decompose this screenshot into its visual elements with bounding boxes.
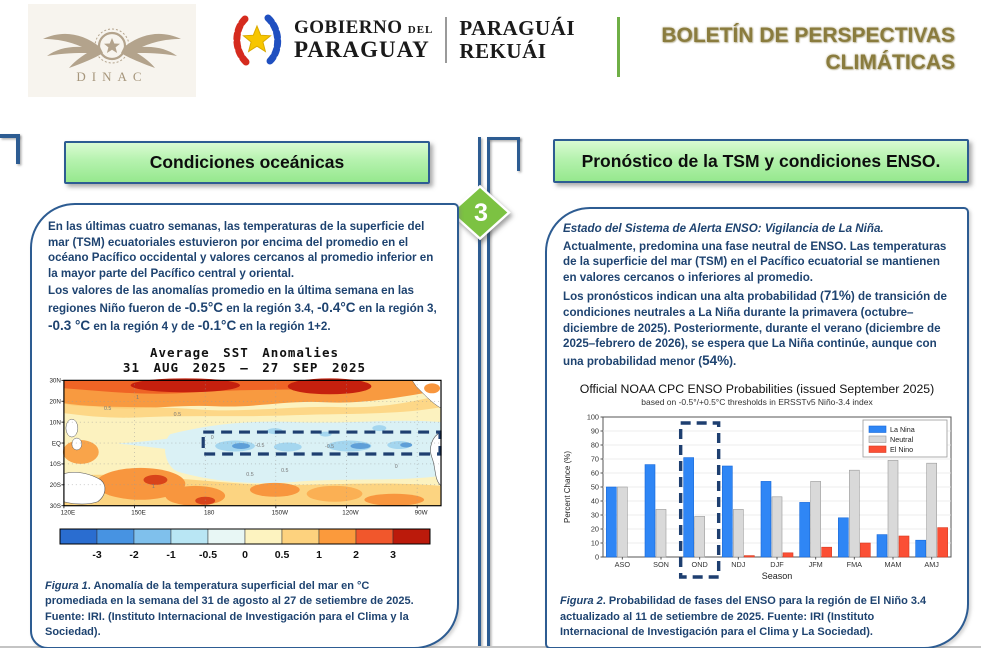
svg-text:30N: 30N [48,377,61,385]
enso-paragraph [563,221,953,370]
svg-text:0.5: 0.5 [103,406,111,413]
ocean-paragraph-2: Los valores de las anomalías promedio en la última semana en las regiones Niño fueron de -0.5°C en la región 3.4, -0.4°C en la región 3, -0.3 °C en la región 4 y de -0.1°C en la región 1+2. [48,284,437,333]
svg-text:La Nina: La Nina [890,424,915,434]
svg-text:120W: 120W [341,509,359,517]
svg-text:20S: 20S [49,482,61,490]
right-section-title-text: Pronóstico de la TSM y condiciones ENSO. [581,150,941,171]
svg-text:80: 80 [590,440,599,450]
middle-bracket-horizontal [487,137,520,140]
oceanic-conditions-paragraph [48,219,443,335]
svg-text:-3: -3 [91,549,102,562]
page-number-text: 3 [473,199,488,228]
svg-text:0: 0 [210,435,214,442]
middle-bracket-vertical [517,137,520,171]
gov-line1: GOBIERNO [294,17,403,38]
map-title: Average SST Anomalies 31 AUG 2025 – 27 SEP 2025 [122,344,367,376]
gov-text [294,17,575,63]
svg-text:20: 20 [590,524,599,534]
svg-text:10N: 10N [48,419,61,427]
svg-text:90W: 90W [414,509,428,517]
svg-text:Neutral: Neutral [890,434,914,444]
svg-text:-0.5: -0.5 [324,444,334,451]
enso-probability-chart [559,407,955,585]
enso-probability-figure [547,382,967,590]
svg-text:0: 0 [594,552,599,562]
left-section-title-text: Condiciones oceánicas [149,152,345,172]
svg-text:0: 0 [241,549,248,562]
chart-title: Official NOAA CPC ENSO Probabilities (issued September 2025) [579,381,935,396]
svg-text:0.5: 0.5 [173,412,181,419]
left-bracket-vertical [16,134,20,164]
anomaly-value-nino34: -0.5°C [184,299,223,315]
svg-text:JFM: JFM [808,559,823,569]
dinac-logo [28,4,196,97]
svg-text:NDJ: NDJ [731,559,746,569]
dinac-label: DINAC [76,68,148,84]
svg-text:AMJ: AMJ [924,559,939,569]
svg-text:40: 40 [590,496,599,506]
svg-text:OND: OND [691,559,708,569]
left-section-title [64,141,430,184]
bulletin-title-line1: BOLETÍN DE PERSPECTIVAS [661,24,955,47]
svg-text:0.5: 0.5 [274,549,289,562]
probability-71: 71% [823,288,851,304]
sst-colorbar [54,527,436,561]
svg-text:30S: 30S [49,503,61,511]
right-section-title [553,139,969,183]
header-green-divider [617,17,620,77]
anomaly-value-nino12: -0.1°C [197,317,237,333]
svg-text:SON: SON [653,559,669,569]
enso-paragraph-2: Los pronósticos indican una alta probabilidad (71%) de transición de condiciones neutrales a La Niña durante la primavera (octubre–diciembre de 2025). Posteriormente, durante el verano (diciembre de 2025–febrero de 2026), se espera que La Niña continúe, aunque con una probabilidad menor (54%). [563,288,947,368]
svg-text:2: 2 [352,549,359,562]
svg-text:150W: 150W [271,509,288,517]
figure1-caption: Figura 1. Anomalía de la temperatura superficial del mar en °C promediada en la semana del 31 de agosto al 27 de setiembre de 2025. Fuente: IRI. (Instituto Internacional de Investigación para el Clima y la Sociedad). [45,580,414,638]
dinac-wings-icon [37,17,187,75]
gov-title-guarani [459,17,575,63]
svg-text:150E: 150E [130,509,146,517]
anomaly-value-nino3: -0.4°C [317,299,356,315]
svg-text:120E: 120E [60,509,75,517]
probability-54: 54% [702,352,730,368]
enso-paragraph-1: Actualmente, predomina una fase neutral de ENSO. Las temperaturas de la superficie del mar (TSM) en el Pacífico ecuatorial se mantienen en valores cercanos o inferiores al promedio. [563,239,947,284]
svg-text:FMA: FMA [846,559,863,569]
gov-emblem-icon [230,12,284,68]
svg-text:10: 10 [590,538,599,548]
svg-text:MAM: MAM [884,559,902,569]
svg-text:EQ: EQ [51,440,61,448]
svg-text:1: 1 [315,549,322,562]
ocean-paragraph-1: En las últimas cuatro semanas, las temperaturas de la superficie del mar (TSM) ecuatoriales estuvieron por encima del promedio en el océano Pacífico occidental y valores cercanos al promedio inferior en la mayor parte del Pacífico central y oriental. [48,220,434,280]
svg-text:DJF: DJF [770,559,784,569]
svg-text:1: 1 [151,483,155,490]
bulletin-title-line2: CLIMÁTICAS [825,51,955,75]
svg-text:Season: Season [761,570,793,581]
svg-text:50: 50 [590,482,599,492]
gov-line2: PARAGUAY [294,37,430,62]
svg-text:-2: -2 [128,549,139,562]
gov-divider [445,17,447,63]
svg-text:0: 0 [394,463,398,470]
gov-title-spanish [294,17,433,63]
svg-text:El Nino: El Nino [890,444,914,454]
svg-text:-0.5: -0.5 [254,443,264,450]
gov-gn1: PARAGUÁI [459,15,576,40]
anomaly-value-nino4: -0.3 °C [48,317,91,333]
svg-text:30: 30 [590,510,599,520]
svg-text:90: 90 [590,426,599,436]
svg-text:60: 60 [590,468,599,478]
svg-text:0.5: 0.5 [245,471,254,478]
gov-del: DEL [407,24,434,36]
enso-alert-status-line: Estado del Sistema de Alerta ENSO: Vigilancia de La Niña. [563,222,884,235]
figure2-caption: Figura 2. Probabilidad de fases del ENSO para la región de El Niño 3.4 actualizado al 11 de setiembre de 2025. Fuente: IRI (Instituto Internacional de Investigación para el Clima y La Sociedad). [560,595,927,638]
enso-forecast-panel [545,207,969,648]
bulletin-title [630,22,955,77]
svg-text:100: 100 [586,412,599,422]
svg-text:1: 1 [135,395,139,402]
gov-paraguay-logo [230,12,575,68]
sst-anomaly-map [46,376,444,522]
chart-subtitle: based on -0.5°/+0.5°C thresholds in ERSSTv5 Niño-3.4 index [641,396,873,407]
svg-text:ASO: ASO [614,559,631,569]
figure1-label: Figura 1 [45,580,88,593]
figure2-label: Figura 2 [560,595,603,608]
svg-text:-1: -1 [165,549,176,562]
gov-gn2: REKUÁI [459,39,547,63]
svg-text:3: 3 [389,549,396,562]
svg-text:20N: 20N [48,398,61,406]
svg-text:-0.5: -0.5 [198,549,217,562]
sst-anomaly-figure [32,345,457,566]
oceanic-conditions-panel [30,203,459,648]
svg-text:Percent Chance (%): Percent Chance (%) [563,450,572,523]
svg-text:180: 180 [203,509,214,517]
svg-text:0.5: 0.5 [280,467,288,474]
svg-text:70: 70 [590,454,599,464]
svg-text:10S: 10S [49,461,61,469]
